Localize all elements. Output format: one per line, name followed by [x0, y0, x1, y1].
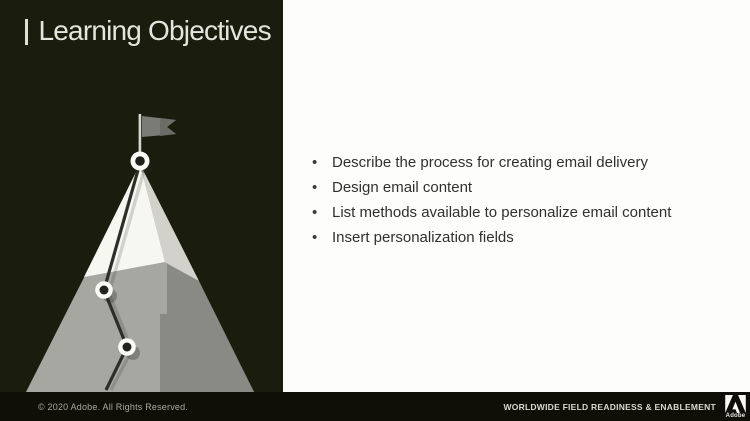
adobe-logo-label: Adobe: [725, 412, 746, 419]
title-row: [25, 16, 271, 46]
footer-bar: [0, 392, 750, 421]
list-item: • Insert personalization fields: [311, 225, 671, 250]
left-panel: [0, 0, 283, 392]
mountain-shadow-face: [160, 264, 254, 392]
list-item: • Describe the process for creating email delivery: [311, 150, 671, 175]
footer-org-text: WORLDWIDE FIELD READINESS & ENABLEMENT: [503, 401, 716, 412]
objectives-list: [311, 150, 671, 250]
mountain-illustration: [0, 0, 283, 392]
copyright-text: © 2020 Adobe. All Rights Reserved.: [38, 401, 189, 412]
adobe-logo-icon: [723, 394, 748, 420]
footer-right: [503, 392, 750, 421]
flag-icon-shaded: [160, 118, 176, 136]
page-title: Learning Objectives: [38, 15, 271, 46]
content-panel: [283, 0, 750, 392]
waypoint-lower-center: [123, 343, 132, 352]
list-item: • List methods available to personalize email content: [311, 200, 671, 225]
title-accent-bar: [25, 19, 28, 45]
list-item: • Design email content: [311, 175, 671, 200]
waypoint-summit-center: [135, 156, 145, 166]
waypoint-middle-center: [100, 286, 109, 295]
adobe-a-mark-icon: [725, 395, 746, 413]
